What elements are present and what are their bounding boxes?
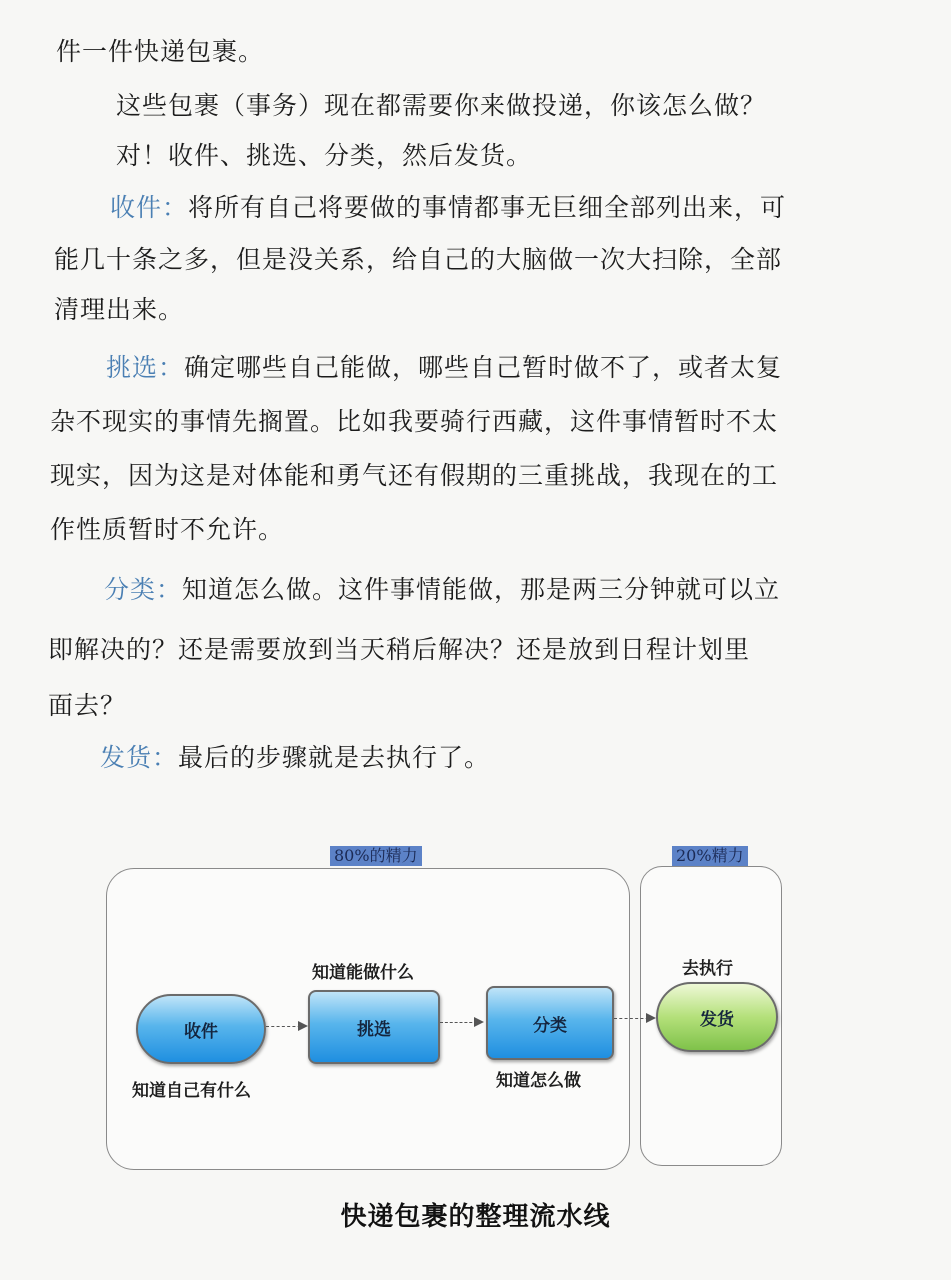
note-know-how: 知道怎么做 xyxy=(496,1071,581,1091)
text-line: 即解决的？还是需要放到当天稍后解决？还是放到日程计划里 xyxy=(48,635,751,664)
node-receive: 收件 xyxy=(136,994,266,1064)
text-line: 作性质暂时不允许。 xyxy=(50,515,285,544)
node-ship: 发货 xyxy=(656,982,778,1052)
paragraph-receive: 收件：将所有自己将要做的事情都事无巨细全部列出来，可 xyxy=(110,193,787,222)
arrow-icon xyxy=(614,1018,654,1021)
text-line: 件一件快递包裹。 xyxy=(56,37,265,66)
text-line: 面去？ xyxy=(48,691,127,720)
term-ship: 发货： xyxy=(100,743,179,772)
diagram-caption: 快递包裹的整理流水线 xyxy=(340,1202,611,1232)
text-line: 现实，因为这是对体能和勇气还有假期的三重挑战，我现在的工 xyxy=(50,461,779,490)
term-receive: 收件： xyxy=(110,193,189,222)
group-label-80: 80%的精力 xyxy=(330,846,422,866)
text-line: 杂不现实的事情先搁置。比如我要骑行西藏，这件事情暂时不太 xyxy=(50,407,779,436)
note-know-can-do: 知道能做什么 xyxy=(312,963,414,983)
text-line: 对！收件、挑选、分类，然后发货。 xyxy=(116,141,533,170)
term-select: 挑选： xyxy=(106,353,185,382)
term-sort: 分类： xyxy=(104,575,183,604)
arrow-icon xyxy=(266,1026,306,1029)
arrow-icon xyxy=(440,1022,482,1025)
paragraph-select: 挑选：确定哪些自己能做，哪些自己暂时做不了，或者太复 xyxy=(106,353,783,382)
node-sort: 分类 xyxy=(486,986,614,1060)
note-execute: 去执行 xyxy=(682,959,733,979)
node-select: 挑选 xyxy=(308,990,440,1064)
note-know-what-have: 知道自己有什么 xyxy=(132,1081,251,1101)
paragraph-ship: 发货：最后的步骤就是去执行了。 xyxy=(100,743,491,772)
text-line: 这些包裹（事务）现在都需要你来做投递，你该怎么做？ xyxy=(116,91,767,120)
paragraph-sort: 分类：知道怎么做。这件事情能做，那是两三分钟就可以立 xyxy=(104,575,781,604)
text-line: 能几十条之多，但是没关系，给自己的大脑做一次大扫除，全部 xyxy=(54,245,783,274)
text-line: 清理出来。 xyxy=(54,295,185,324)
group-label-20: 20%精力 xyxy=(672,846,748,866)
